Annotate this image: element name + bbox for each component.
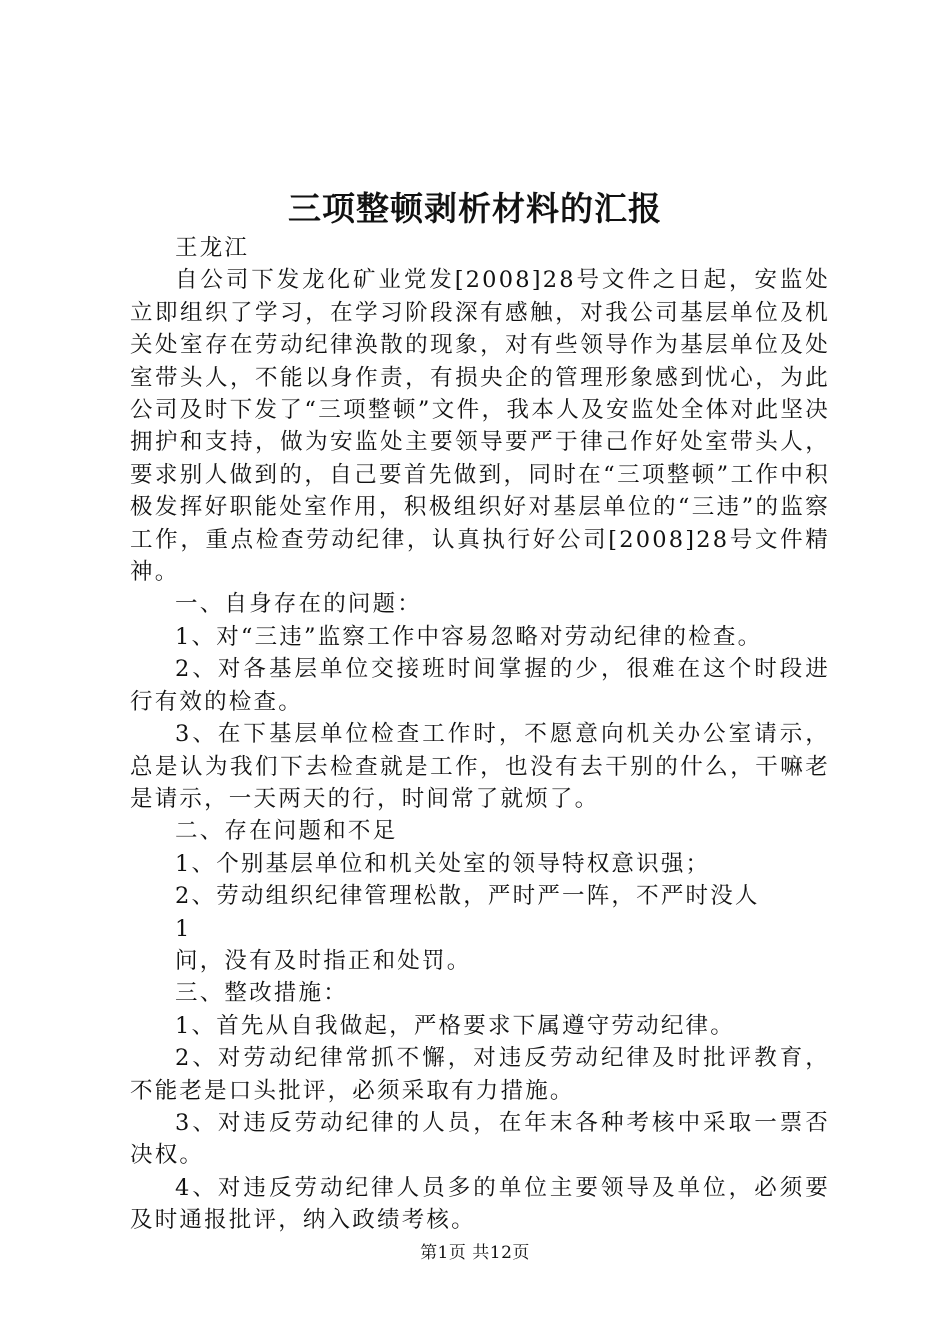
document-body — [130, 232, 830, 1237]
author-line: 王龙江 — [175, 235, 250, 261]
section-heading-shortcomings: 二、存在问题和不足 — [175, 818, 398, 845]
measure-item-4: 4、对违反劳动纪律人员多的单位主要领导及单位，必须要及时通报批评，纳入政绩考核。 — [130, 1174, 830, 1234]
page-footer: 第1页 共12页 — [420, 1243, 530, 1263]
problem-item-3: 3、在下基层单位检查工作时，不愿意向机关办公室请示，总是认为我们下去检查就是工作，也没有去干别的什么，干嘛老是请示，一天两天的行，时间常了就烦了。 — [130, 721, 830, 812]
section-heading-problems: 一、自身存在的问题： — [175, 591, 423, 618]
document-title: 三项整顿剥析材料的汇报 — [288, 189, 662, 228]
intro-paragraph: 自公司下发龙化矿业党发[2008]28号文件之日起，安监处立即组织了学习，在学习阶段深有感触，对我公司基层单位及机关处室存在劳动纪律涣散的现象，对有些领导作为基层单位及处室带头人，不能以身作责，有损央企的管理形象感到忧心，为此公司及时下发了“三项整顿”文件，我本人及安监处全体对此坚决拥护和支持，做为安监处主要领导要严于律己作好处室带头人，要求别人做到的，自己要首先做到，同时在“三项整顿”工作中积极发挥好职能处室作用，积极组织好对基层单位的“三违”的监察工作，重点检查劳动纪律，认真执行好公司[2008]28号文件精神。 — [130, 267, 830, 586]
shortcoming-item-2-continued: 问，没有及时指正和处罚。 — [175, 947, 472, 974]
shortcoming-item-2: 2、劳动组织纪律管理松散，严时严一阵，不严时没人 — [175, 883, 760, 910]
section-heading-measures: 三、整改措施： — [175, 980, 348, 1007]
problem-item-2: 2、对各基层单位交接班时间掌握的少，很难在这个时段进行有效的检查。 — [130, 656, 830, 715]
measure-item-3: 3、对违反劳动纪律的人员，在年末各种考核中采取一票否决权。 — [130, 1109, 830, 1169]
measure-item-1: 1、首先从自我做起，严格要求下属遵守劳动纪律。 — [175, 1012, 735, 1039]
measure-item-2: 2、对劳动纪律常抓不懈，对违反劳动纪律及时批评教育，不能老是口头批评，必须采取有力措施。 — [130, 1045, 830, 1104]
problem-item-1: 1、对“三违”监察工作中容易忽略对劳动纪律的检查。 — [175, 623, 763, 650]
inline-page-number: 1 — [175, 915, 192, 942]
shortcoming-item-1: 1、个别基层单位和机关处室的领导特权意识强； — [175, 850, 711, 877]
